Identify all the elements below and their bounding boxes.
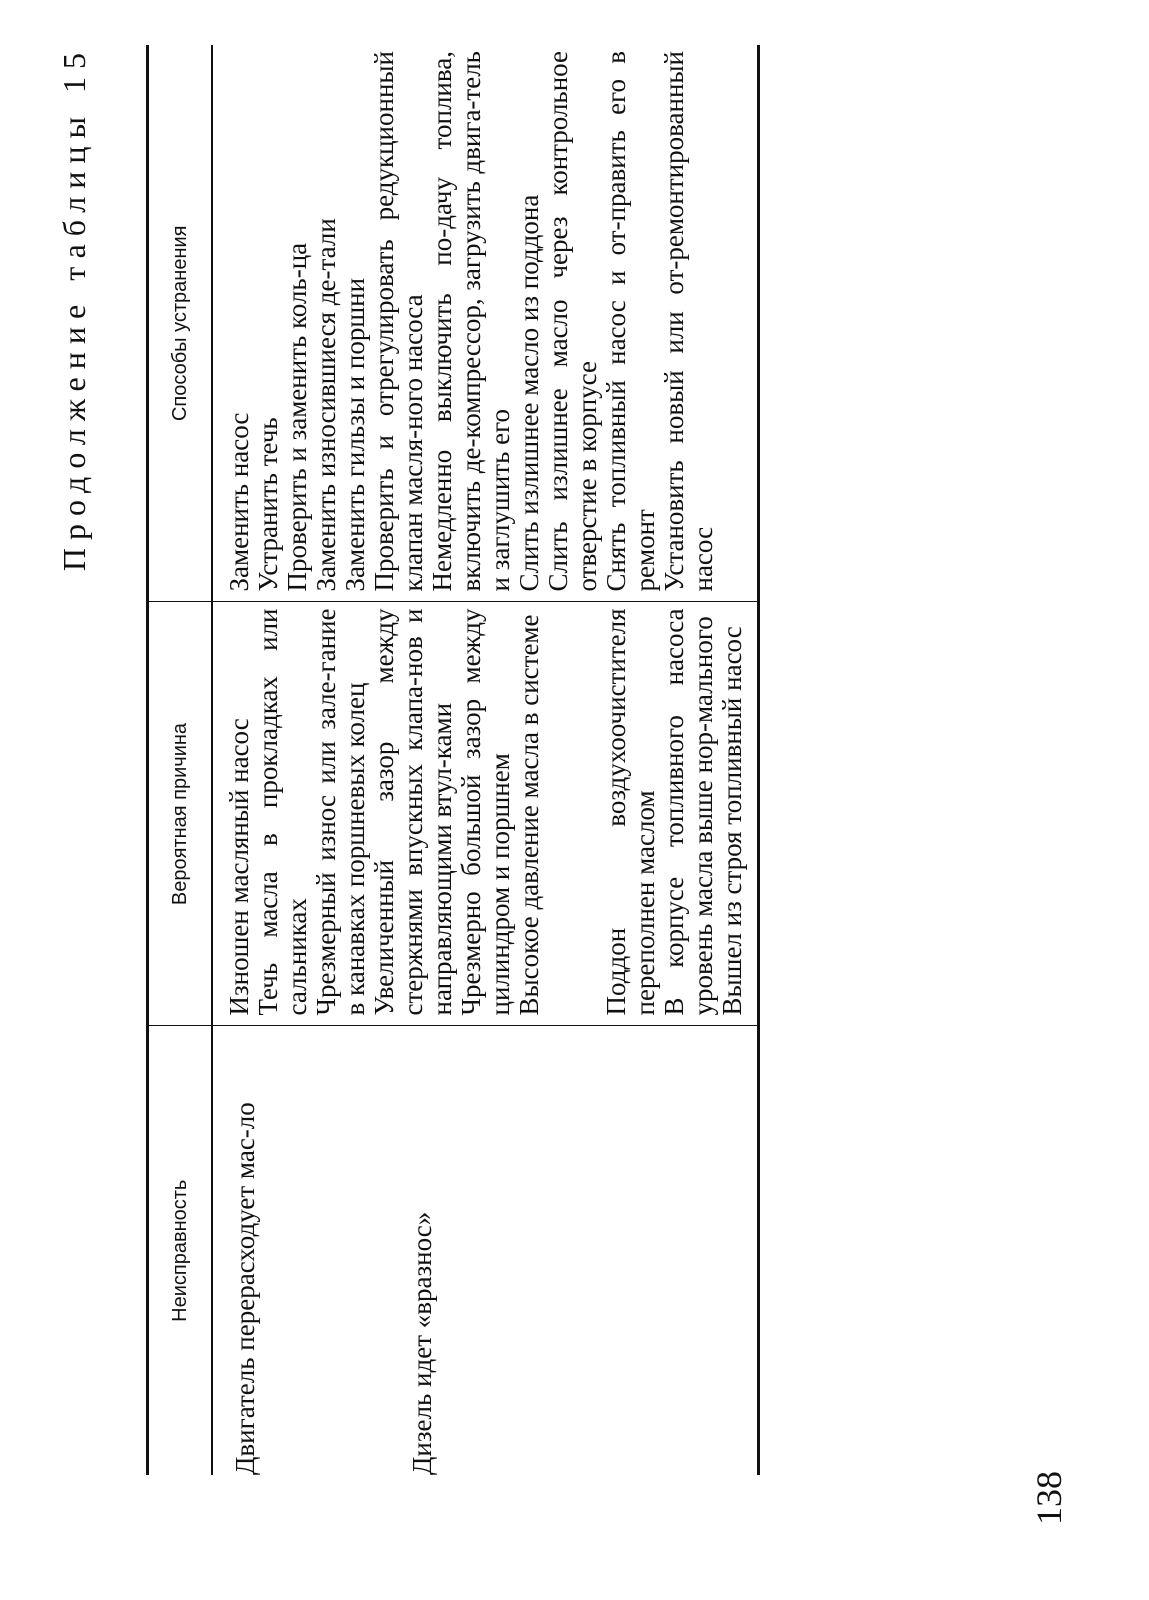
malfunction-runaway: Дизель идет «вразнос» bbox=[407, 1211, 437, 1475]
remedy-item: Заменить износившиеся де-тали bbox=[311, 218, 341, 592]
cause-item: Поддон воздухоочистителя переполнен маслом bbox=[601, 608, 660, 1016]
fault-table bbox=[146, 45, 760, 1475]
remedy-item: Слить излишнее масло через контрольное отверстие в корпусе bbox=[543, 51, 602, 592]
table-body-row bbox=[212, 45, 759, 1475]
table-header-row bbox=[148, 45, 213, 1475]
cause-item: Изношен масляный насос bbox=[224, 718, 254, 1016]
header-remedy: Способы устранения bbox=[148, 45, 213, 602]
cause-spacer bbox=[544, 609, 573, 1016]
cause-item: Чрезмерно большой зазор между цилиндром и поршнем bbox=[456, 608, 515, 1016]
header-cause: Вероятная причина bbox=[148, 602, 213, 1026]
header-malfunction: Неисправность bbox=[148, 1026, 213, 1475]
remedy-item: Установить новый или от-ремонтированный насос bbox=[659, 51, 718, 592]
remedy-item: Заменить насос bbox=[224, 412, 254, 592]
remedy-item: Снять топливный насос и от-править его в ремонт bbox=[601, 51, 660, 592]
remedy-item: Заменить гильзы и поршни bbox=[340, 277, 370, 592]
cause-item: Вышел из строя топливный насос bbox=[717, 626, 747, 1016]
page-number: 138 bbox=[1029, 1471, 1069, 1525]
remedy-item: Проверить и отрегулировать редукционный клапан масля-ного насоса bbox=[369, 51, 428, 592]
table-continuation-title: Продолжение таблицы 15 bbox=[56, 45, 92, 572]
cause-column bbox=[212, 602, 759, 1026]
remedy-column bbox=[212, 45, 759, 602]
remedy-item: Проверить и заменить коль-ца bbox=[282, 242, 312, 592]
malfunction-column bbox=[212, 1026, 759, 1475]
cause-item: Увеличенный зазор между стержнями впускных клапа-нов и направляющими втул-ками bbox=[369, 608, 457, 1016]
remedy-item: Слить излишнее масло из поддона bbox=[514, 194, 544, 592]
remedy-item: Немедленно выключить по-дачу топлива, включить де-компрессор, загрузить двига-тель и заглушить его bbox=[427, 51, 515, 592]
malfunction-oil-overuse: Двигатель перерасходует мас-ло bbox=[230, 1102, 260, 1475]
cause-item: Течь масла в прокладках или сальниках bbox=[253, 608, 312, 1016]
cause-spacer bbox=[573, 609, 602, 1016]
remedy-item: Устранить течь bbox=[253, 417, 283, 592]
cause-item: Высокое давление масла в системе bbox=[514, 614, 544, 1016]
cause-item: В корпусе топливного насоса уровень масла выше нор-мального bbox=[659, 608, 718, 1016]
cause-item: Чрезмерный износ или зале-гание в канавках поршневых колец bbox=[311, 608, 370, 1016]
